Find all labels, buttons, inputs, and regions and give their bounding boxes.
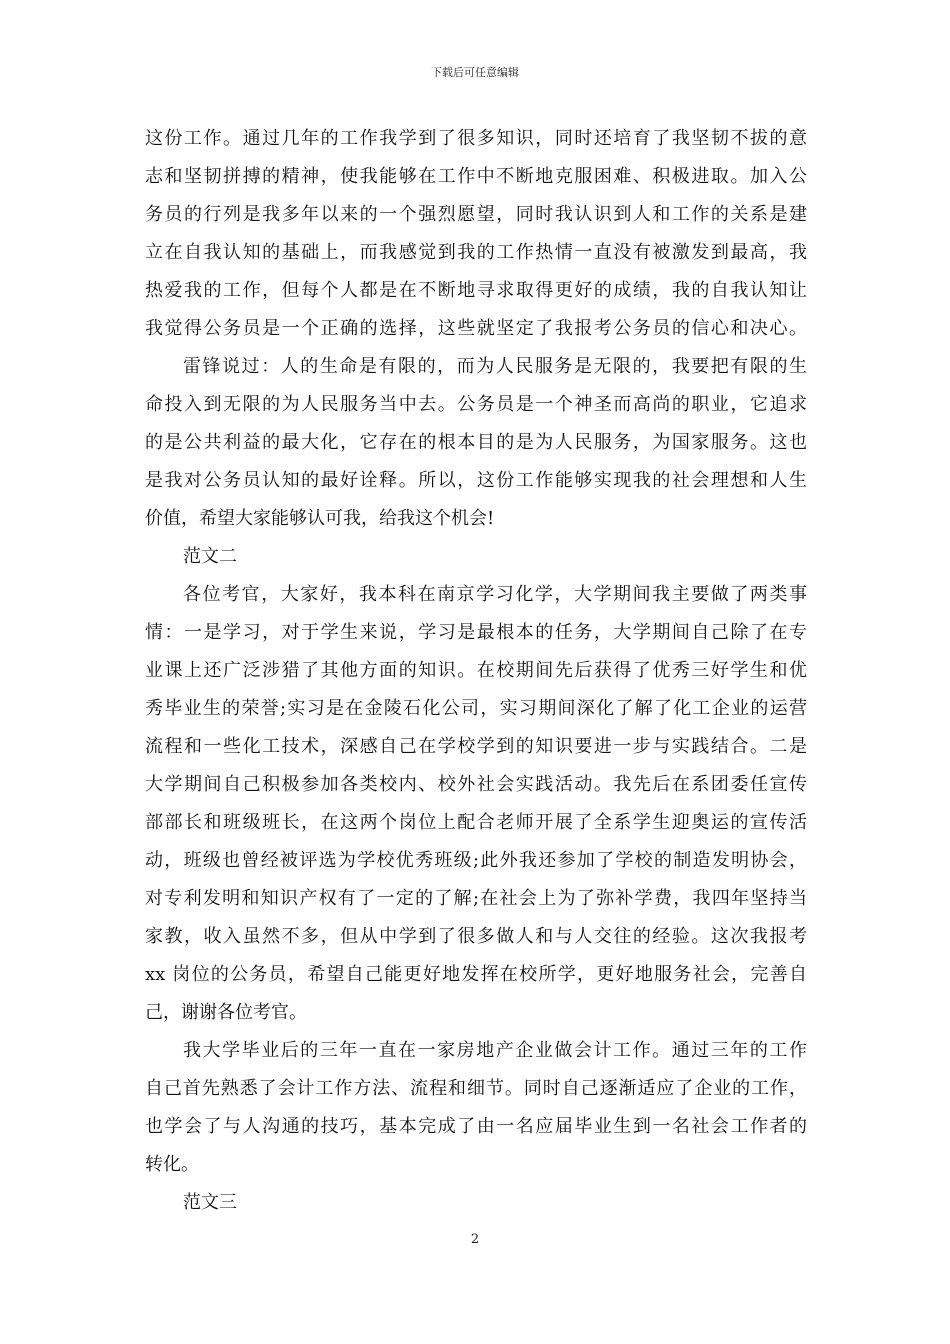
text-line: 是我对公务员认知的最好诠释。所以，这份工作能够实现我的社会理想和人生 [145, 470, 807, 491]
section-heading: 范文二 [183, 546, 237, 567]
text-line: 自己首先熟悉了会计工作方法、流程和细节。同时自己逐渐适应了企业的工作， [145, 1078, 807, 1099]
text-line: 业课上还广泛涉猎了其他方面的知识。在校期间先后获得了优秀三好学生和优 [145, 660, 807, 681]
text-line: 对专利发明和知识产权有了一定的了解;在社会上为了弥补学费，我四年坚持当 [145, 888, 807, 909]
text-line: 情：一是学习，对于学生来说，学习是最根本的任务，大学期间自己除了在专 [145, 622, 807, 643]
text-line: 我觉得公务员是一个正确的选择，这些就坚定了我报考公务员的信心和决心。 [145, 318, 807, 339]
text-line: 的是公共利益的最大化，它存在的根本目的是为人民服务，为国家服务。这也 [145, 432, 807, 453]
text-line: 动，班级也曾经被评选为学校优秀班级;此外我还参加了学校的制造发明协会， [145, 850, 807, 871]
text-line: xx 岗位的公务员，希望自己能更好地发挥在校所学，更好地服务社会，完善自 [145, 964, 807, 985]
text-line: 立在自我认知的基础上，而我感觉到我的工作热情一直没有被激发到最高，我 [145, 242, 807, 263]
text-line: 转化。 [145, 1154, 199, 1175]
text-line: 热爱我的工作，但每个人都是在不断地寻求取得更好的成绩，我的自我认知让 [145, 280, 807, 301]
text-line: 大学期间自己积极参加各类校内、校外社会实践活动。我先后在系团委任宣传 [145, 774, 807, 795]
section-heading: 范文三 [183, 1192, 237, 1213]
text-line: 己，谢谢各位考官。 [145, 1002, 307, 1023]
text-line: 价值，希望大家能够认可我，给我这个机会! [145, 508, 495, 529]
text-line: 务员的行列是我多年以来的一个强烈愿望，同时我认识到人和工作的关系是建 [145, 204, 807, 225]
text-line: 也学会了与人沟通的技巧，基本完成了由一名应届毕业生到一名社会工作者的 [145, 1116, 807, 1137]
text-line: 命投入到无限的为人民服务当中去。公务员是一个神圣而高尚的职业，它追求 [145, 394, 807, 415]
text-line: 流程和一些化工技术，深感自己在学校学到的知识要进一步与实践结合。二是 [145, 736, 807, 757]
text-line: 志和坚韧拼搏的精神，使我能够在工作中不断地克服困难、积极进取。加入公 [145, 166, 807, 187]
text-line: 部部长和班级班长，在这两个岗位上配合老师开展了全系学生迎奥运的宣传活 [145, 812, 807, 833]
page-number: 2 [470, 1232, 480, 1247]
page-header: 下载后可任意编辑 [431, 66, 519, 79]
paragraph-start-line: 各位考官，大家好，我本科在南京学习化学，大学期间我主要做了两类事 [183, 584, 807, 605]
document-body [145, 120, 807, 1222]
paragraph-start-line: 雷锋说过：人的生命是有限的，而为人民服务是无限的，我要把有限的生 [183, 356, 807, 377]
text-line: 秀毕业生的荣誉;实习是在金陵石化公司，实习期间深化了解了化工企业的运营 [145, 698, 807, 719]
text-line: 家教，收入虽然不多，但从中学到了很多做人和与人交往的经验。这次我报考 [145, 926, 807, 947]
text-line: 这份工作。通过几年的工作我学到了很多知识，同时还培育了我坚韧不拔的意 [145, 128, 807, 149]
paragraph-start-line: 我大学毕业后的三年一直在一家房地产企业做会计工作。通过三年的工作 [183, 1040, 807, 1061]
